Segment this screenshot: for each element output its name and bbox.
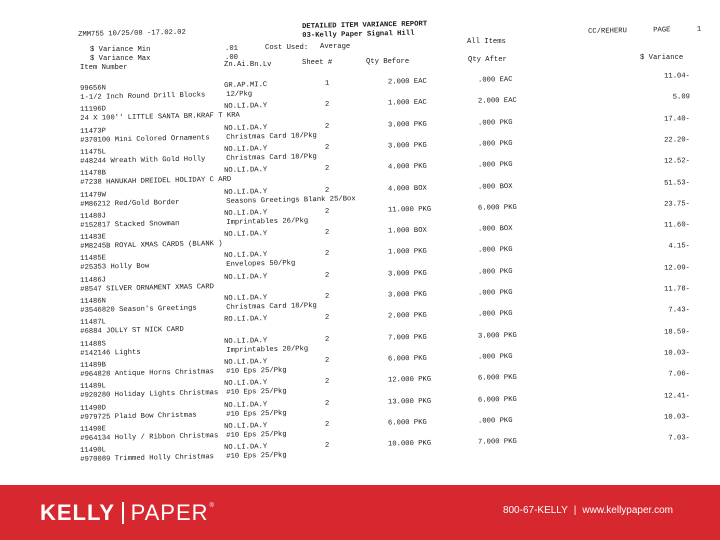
sheet-number: 2 <box>324 207 330 216</box>
item-number: 11489B <box>80 361 107 370</box>
qty-before: 4.000 BOX <box>387 184 427 194</box>
qty-before: 1.000 EAC <box>387 99 427 108</box>
item-number: 11196D <box>80 105 107 115</box>
sheet-number: 2 <box>324 122 330 131</box>
item-location: NO.LI.DA.Y <box>223 230 268 240</box>
sheet-number: 2 <box>324 101 330 110</box>
item-description: #964828 Antique Horns Christmas <box>80 368 215 379</box>
variance-amount: 22.20- <box>663 136 691 145</box>
variance-amount: 4.15- <box>668 242 691 252</box>
col-location: Zn.Ai.Bn.Lv <box>224 61 272 69</box>
item-description: #920280 Holiday Lights Christmas <box>80 389 219 401</box>
item-location: NO.LI.DA.Y <box>223 123 268 133</box>
sheet-number: 2 <box>324 335 330 344</box>
item-location: NO.LI.DA.Y <box>223 272 268 282</box>
item-number: 11485E <box>80 254 107 264</box>
sheet-number: 2 <box>324 314 330 323</box>
item-pack-info: #10 Eps 25/Pkg <box>226 366 287 376</box>
qty-after: .000 PKG <box>477 118 513 128</box>
sheet-number: 2 <box>324 377 330 387</box>
variance-amount: 5.09 <box>672 93 691 102</box>
registered-mark: ® <box>209 503 214 509</box>
item-number: 11478B <box>80 169 107 179</box>
item-location: GR.AP.MI.C <box>223 81 268 90</box>
qty-before: 3.000 PKG <box>387 290 427 300</box>
item-location: NO.LI.DA.Y <box>223 294 268 303</box>
variance-amount: 18.59- <box>663 327 691 337</box>
qty-before: 3.000 PKG <box>387 120 427 130</box>
qty-before: 1.000 BOX <box>387 226 427 236</box>
qty-after: 6.000 PKG <box>477 203 517 213</box>
col-item-number: Item Number <box>80 64 128 72</box>
logo-divider <box>122 502 124 524</box>
sheet-number: 2 <box>324 228 330 237</box>
qty-before: 4.000 PKG <box>387 162 427 172</box>
item-number: 11488S <box>80 340 107 349</box>
variance-amount: 12.52- <box>663 157 691 166</box>
item-location: NO.LI.DA.Y <box>223 102 268 112</box>
item-pack-info: Seasons Greetings Blank 25/Box <box>226 194 356 206</box>
sheet-number: 2 <box>324 420 330 429</box>
logo-paper: PAPER <box>130 500 209 525</box>
qty-after: .000 PKG <box>477 352 513 362</box>
item-number: 11490E <box>80 425 107 434</box>
qty-before: 12.000 PKG <box>387 375 432 385</box>
variance-amount: 11.04- <box>663 72 691 81</box>
sheet-number: 2 <box>324 399 330 408</box>
qty-before: 7.000 PKG <box>387 333 427 343</box>
footer-contact <box>503 505 673 516</box>
col-variance: $ Variance <box>640 54 684 62</box>
footer-phone: 800-67-KELLY <box>502 505 568 516</box>
item-location: NO.LI.DA.Y <box>223 144 268 154</box>
item-description: #3546820 Season's Greetings <box>80 304 197 315</box>
item-pack-info: Envelopes 50/Pkg <box>226 259 296 270</box>
item-pack-info: Christmas Card 18/Pkg <box>226 302 317 312</box>
qty-after: 6.000 PKG <box>477 374 517 383</box>
qty-before: 13.000 PKG <box>387 397 432 407</box>
variance-amount: 12.09- <box>663 263 691 273</box>
item-number: 11480J <box>80 212 107 221</box>
item-pack-info: Imprintables 26/Pkg <box>226 217 309 227</box>
item-description: #M8245B ROYAL XMAS CARDS (BLANK ) <box>80 240 223 252</box>
qty-after: .000 BOX <box>477 182 513 192</box>
logo-kelly: KELLY <box>40 500 116 525</box>
cost-used-value: Average <box>320 43 351 51</box>
qty-before: 6.000 PKG <box>387 418 427 428</box>
item-number: 11489L <box>80 382 107 392</box>
item-location: NO.LI.DA.Y <box>223 166 268 176</box>
sheet-number: 2 <box>324 271 330 280</box>
item-location: NO.LI.DA.Y <box>223 421 268 431</box>
qty-before: 6.000 PKG <box>387 354 427 364</box>
qty-after: 3.000 PKG <box>477 331 517 341</box>
item-description: #970089 Trimmed Holly Christmas <box>80 453 215 465</box>
item-number: 11483E <box>80 233 107 243</box>
item-number: 11475L <box>80 148 107 157</box>
qty-after: .000 PKG <box>477 288 513 298</box>
item-location: NO.LI.DA.Y <box>223 187 268 197</box>
item-description: #M86212 Red/Gold Border <box>80 198 180 209</box>
sheet-number: 2 <box>324 250 330 259</box>
item-description: #8547 SILVER ORNAMENT XMAS CARD <box>80 282 215 294</box>
item-pack-info: #10 Eps 25/Pkg <box>226 409 287 419</box>
qty-after: .000 PKG <box>477 246 513 256</box>
item-description: 24 X 100'' LITTLE SANTA BR.KRAF T KRA <box>80 111 240 124</box>
item-location: NO.LI.DA.Y <box>223 379 268 389</box>
qty-after: .000 PKG <box>477 416 513 426</box>
qty-after: .000 PKG <box>477 161 513 170</box>
item-description: #979725 Plaid Bow Christmas <box>80 411 197 422</box>
sheet-number: 2 <box>324 292 330 301</box>
sheet-number: 2 <box>324 164 330 174</box>
sheet-number: 2 <box>324 356 330 365</box>
sheet-number: 1 <box>324 79 330 88</box>
footer-bar <box>0 485 720 540</box>
item-description: #142146 Lights <box>80 348 141 358</box>
sheet-number: 2 <box>324 143 330 152</box>
item-number: 11479W <box>80 190 107 200</box>
item-number: 11486N <box>80 297 107 306</box>
sheet-number: 2 <box>324 441 330 450</box>
variance-max-value: .00 <box>225 54 238 62</box>
variance-amount: 7.06- <box>668 370 691 379</box>
item-pack-info: 12/Pkg <box>226 90 253 99</box>
variance-amount: 12.41- <box>663 391 691 401</box>
footer-website[interactable]: www.kellypaper.com <box>582 505 673 516</box>
item-description: #964134 Holly / Ribbon Christmas <box>80 431 219 443</box>
qty-before: 2.000 EAC <box>387 77 427 87</box>
item-pack-info: #10 Eps 25/Pkg <box>226 430 287 440</box>
page-number: 1 <box>696 25 702 34</box>
col-qty-after: Qty After <box>468 56 507 64</box>
variance-amount: 10.03- <box>663 413 691 422</box>
qty-after: .000 PKG <box>477 139 513 149</box>
item-description: #7238 HANUKAH DREIDEL HOLIDAY C ARD <box>80 176 232 188</box>
variance-max-label: $ Variance Max <box>90 55 151 63</box>
qty-after: .000 BOX <box>477 225 513 234</box>
item-number: 99656N <box>80 84 107 93</box>
qty-after: .000 PKG <box>477 310 513 319</box>
item-description: #152817 Stacked Snowman <box>80 219 180 230</box>
report-title-line2: 03-Kelly Paper Signal Hill <box>302 29 415 40</box>
qty-before: 10.000 PKG <box>387 439 432 449</box>
item-location: NO.LI.DA.Y <box>223 357 268 367</box>
qty-before: 2.000 PKG <box>387 312 427 321</box>
variance-amount: 23.75- <box>663 200 691 209</box>
footer-separator: | <box>573 505 577 516</box>
variance-amount: 10.03- <box>663 349 691 358</box>
report-title-line1: DETAILED ITEM VARIANCE REPORT <box>302 20 428 31</box>
item-pack-info: #10 Eps 25/Pkg <box>226 451 287 462</box>
item-pack-info: Imprintables 20/Pkg <box>226 344 309 355</box>
report-user: CC/REHERU <box>588 27 627 36</box>
item-location: NO.LI.DA.Y <box>223 208 268 218</box>
qty-before: 3.000 PKG <box>387 269 427 279</box>
item-description: 1-1/2 Inch Round Drill Blocks <box>80 91 206 102</box>
item-number: 11473P <box>80 127 107 136</box>
qty-after: 2.000 EAC <box>477 97 517 106</box>
item-pack-info: #10 Eps 25/Pkg <box>226 387 287 398</box>
item-number: 11490D <box>80 403 107 413</box>
qty-after: .000 PKG <box>477 267 513 277</box>
qty-before: 1.000 PKG <box>387 248 427 257</box>
variance-min-label: $ Variance Min <box>90 46 151 54</box>
page-label: PAGE <box>653 26 671 35</box>
item-location: NO.LI.DA.Y <box>223 400 268 410</box>
sheet-number: 2 <box>324 186 330 195</box>
variance-amount: 7.43- <box>668 306 691 315</box>
qty-after: .000 EAC <box>477 75 513 85</box>
item-pack-info: Christmas Card 18/Pkg <box>226 152 317 163</box>
item-location: NO.LI.DA.Y <box>223 251 268 261</box>
all-items-label: All Items <box>467 38 506 46</box>
item-number: 11486J <box>80 276 107 285</box>
qty-after: 6.000 PKG <box>477 395 517 405</box>
kelly-paper-logo <box>40 500 214 526</box>
variance-min-value: .01 <box>225 45 238 53</box>
item-description: #370100 Mini Colored Ornaments <box>80 133 210 145</box>
item-description: #6884 JOLLY ST NICK CARD <box>80 326 184 337</box>
item-location: RO.LI.DA.Y <box>223 315 268 325</box>
variance-amount: 7.03- <box>668 434 691 443</box>
item-location: NO.LI.DA.Y <box>223 443 268 453</box>
qty-before: 11.000 PKG <box>387 205 432 215</box>
item-pack-info: Christmas Card 18/Pkg <box>226 131 317 142</box>
col-qty-before: Qty Before <box>366 58 410 66</box>
item-number: 11487L <box>80 318 107 328</box>
item-description: #48244 Wreath With Gold Holly <box>80 155 206 166</box>
cost-used-label: Cost Used: <box>265 44 309 52</box>
variance-amount: 11.78- <box>663 285 691 294</box>
item-number: 11490L <box>80 446 107 456</box>
variance-amount: 17.40- <box>663 114 691 124</box>
qty-before: 3.000 PKG <box>387 141 427 151</box>
item-description: #25353 Holly Bow <box>80 262 150 273</box>
variance-amount: 11.60- <box>663 221 691 230</box>
col-sheet: Sheet # <box>302 59 333 67</box>
report-id-date-text: ZMM755 10/25/08 -17.02.02 <box>78 28 187 39</box>
item-location: NO.LI.DA.Y <box>223 336 268 346</box>
variance-amount: 51.53- <box>663 178 691 188</box>
qty-after: 7.000 PKG <box>477 437 517 447</box>
